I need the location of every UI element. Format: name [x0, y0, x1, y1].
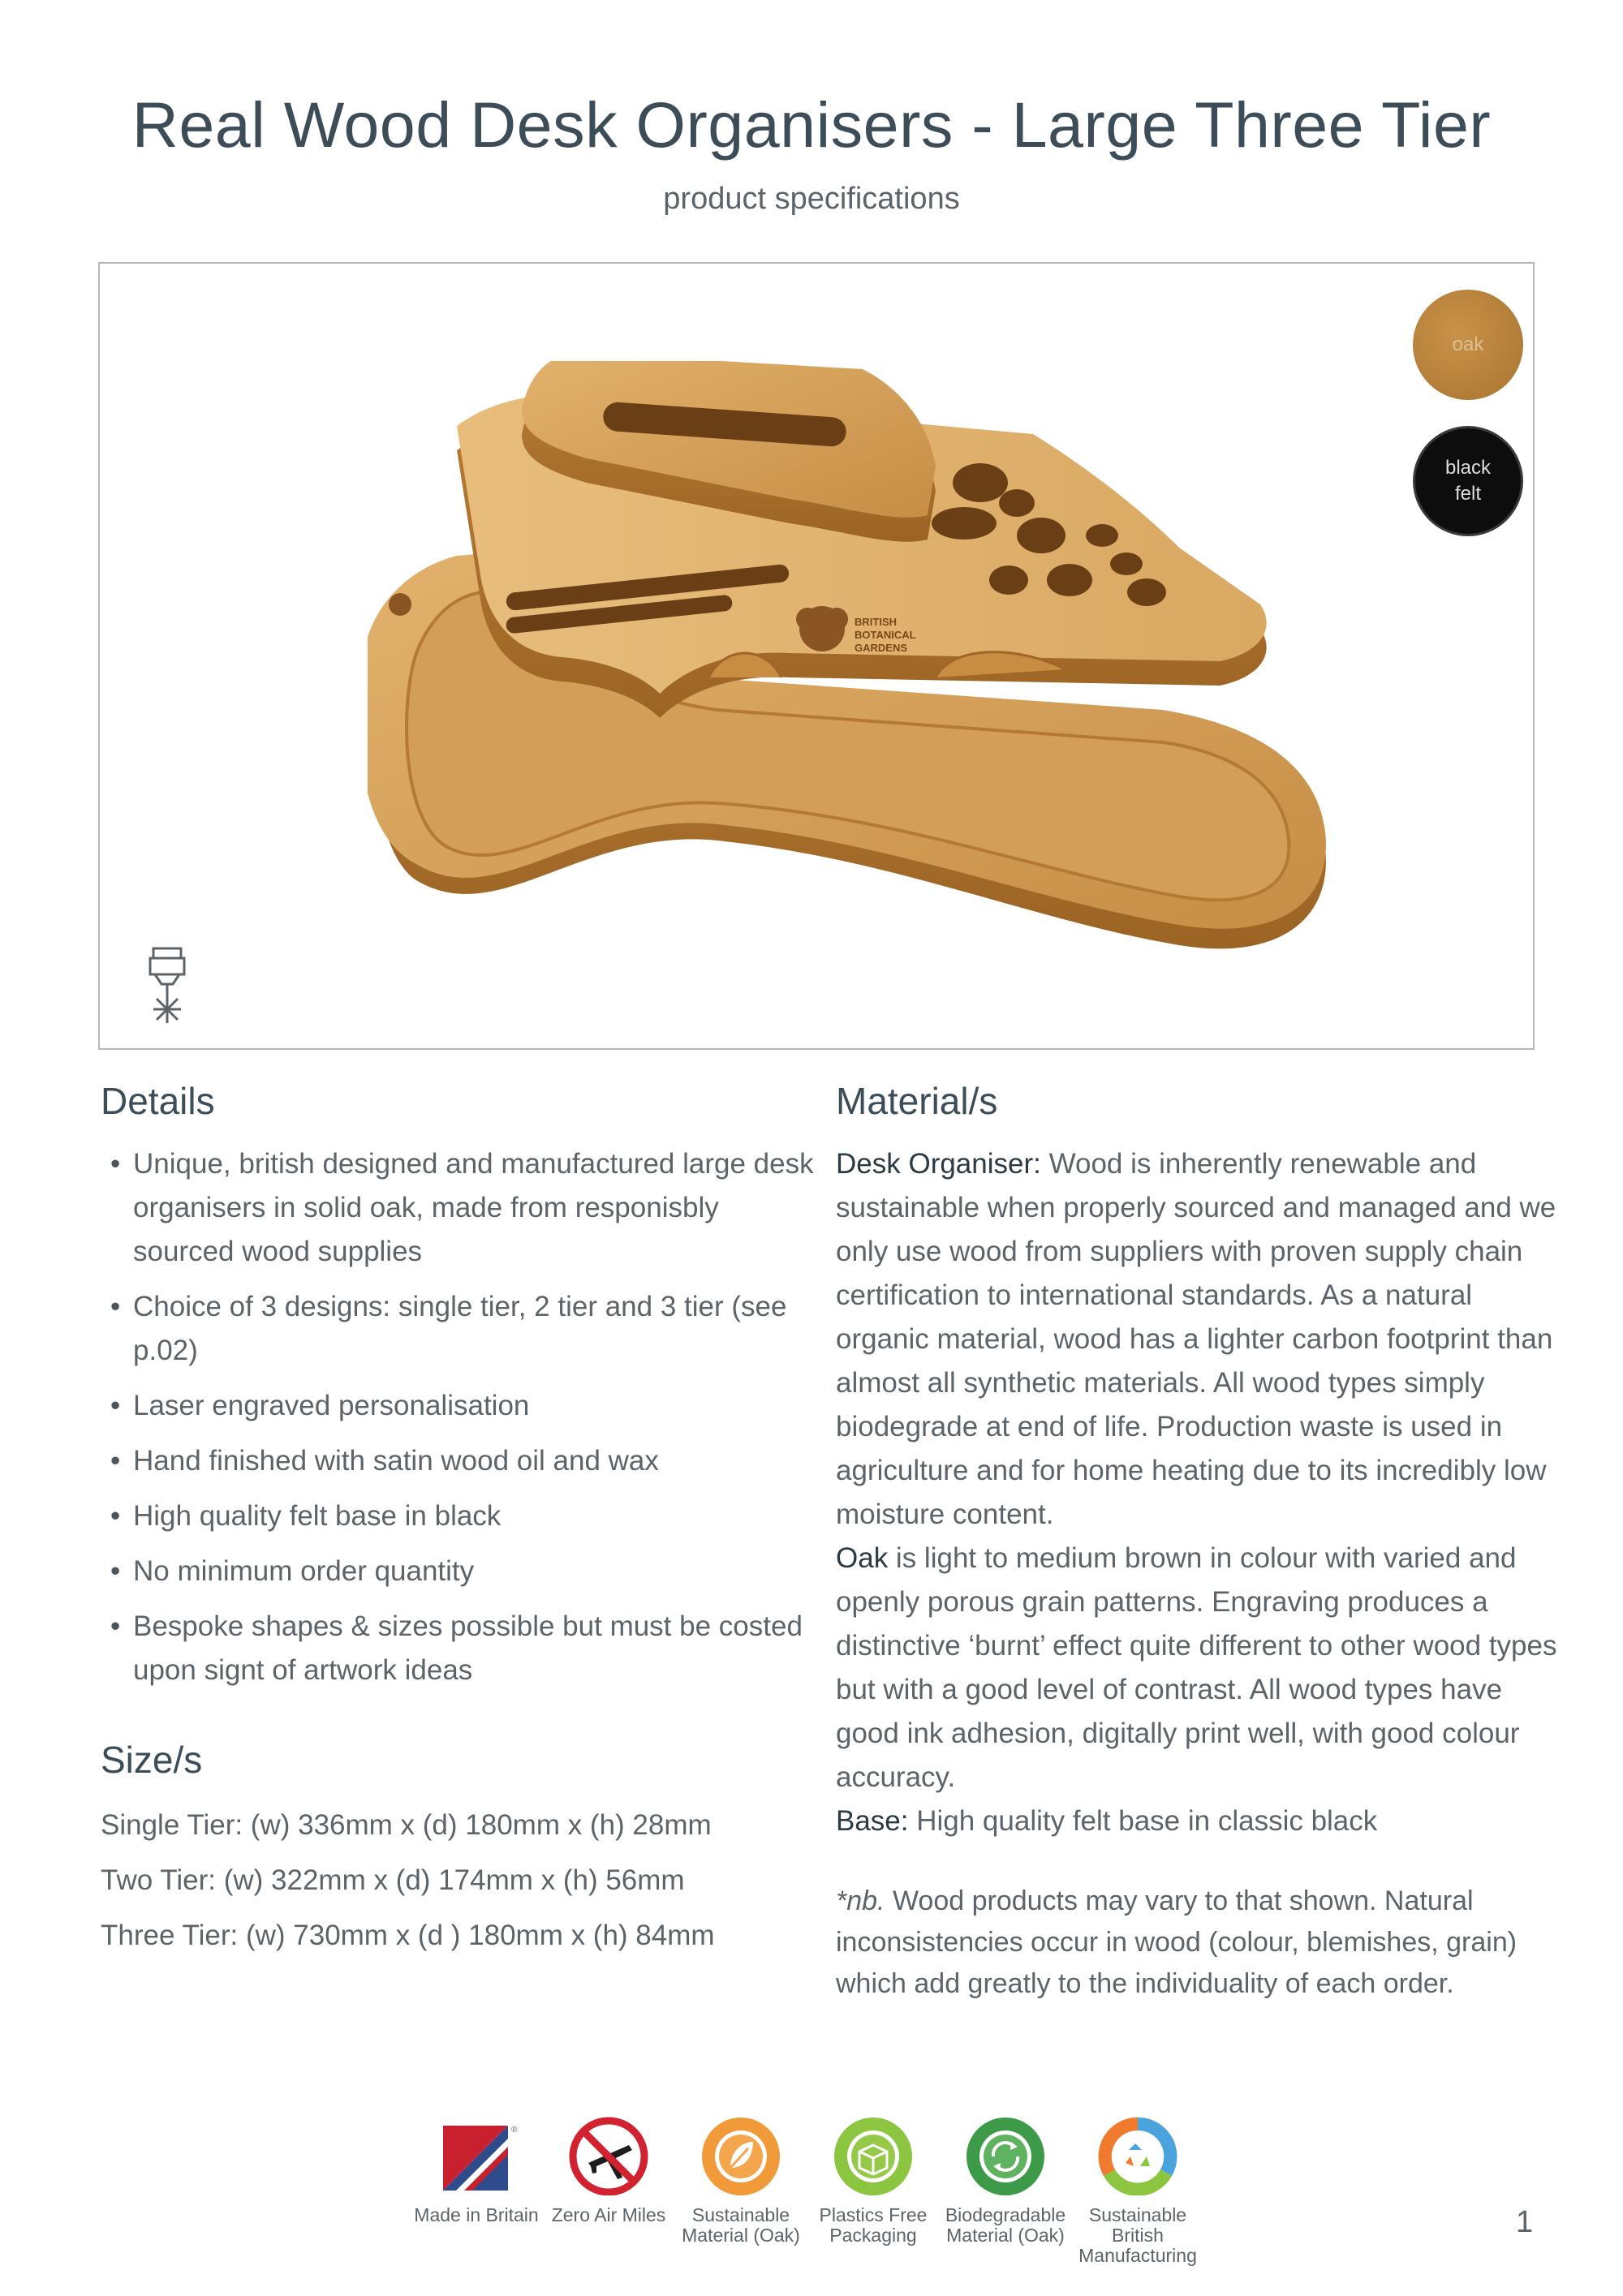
base-label: Base:	[836, 1805, 909, 1837]
badge-biodegradable	[936, 2114, 1074, 2246]
size-three-tier: Three Tier: (w) 730mm x (d ) 180mm x (h) 84mm	[101, 1920, 715, 1951]
badge-plastics-free	[804, 2114, 942, 2246]
details-item: • Choice of 3 designs: single tier, 2 tier and 3 tier (see p.02)	[110, 1285, 816, 1373]
nb-note	[836, 1881, 1550, 2005]
oak-text: is light to medium brown in colour with varied and openly porous grain patterns. Engraving produces a distinctive ‘burnt’ effect quite different to other wood types but with a good level of contrast. All wood types have good ink adhesion, digitally print well, with good colour accuracy.	[836, 1542, 1557, 1793]
badge-label: Plastics Free Packaging	[819, 2204, 928, 2246]
materials-heading: Material/s	[836, 1080, 998, 1122]
page-title: Real Wood Desk Organisers - Large Three Tier	[131, 88, 1492, 161]
badge-label: Sustainable British Manufacturing	[1078, 2204, 1197, 2266]
materials-body	[836, 1142, 1558, 1843]
felt-swatch-label: black felt	[1444, 457, 1492, 505]
desk-organiser-text: Wood is inherently renewable and sustainable when properly sourced and managed and we only use wood from suppliers with proven supply chain certification to international standards. As a natural organic material, wood has a lighter carbon footprint than almost all synthetic materials. All wood types simply biodegrade at end of life. Production waste is used in agriculture and for home heating due to its incredibly low moisture content.	[836, 1148, 1556, 1530]
details-heading: Details	[101, 1080, 215, 1122]
details-item: • Hand finished with satin wood oil and wax	[110, 1439, 816, 1483]
nb-label: *nb.	[836, 1885, 885, 1916]
badge-label: Zero Air Miles	[551, 2204, 666, 2225]
page-number: 1	[1516, 2205, 1534, 2239]
oak-swatch	[1413, 290, 1523, 400]
badge-made-in-britain	[407, 2114, 545, 2225]
details-item: • Unique, british designed and manufactured large desk organisers in solid oak, made from responisbly sourced wood supplies	[110, 1142, 816, 1274]
nb-text: Wood products may vary to that shown. Natural inconsistencies occur in wood (colour, blemishes, grain) which add greatly to the individuality of each order.	[836, 1885, 1518, 1999]
plastics-free-box-icon	[829, 2114, 918, 2195]
details-item: • Bespoke shapes & sizes possible but must be costed upon signt of artwork ideas	[110, 1605, 816, 1692]
oak-paragraph	[836, 1537, 1558, 1799]
laser-engraving-icon	[139, 945, 196, 1026]
badge-label: Biodegradable Material (Oak)	[945, 2204, 1066, 2246]
biodegradable-icon	[961, 2114, 1050, 2195]
badge-sustainable-material	[672, 2114, 810, 2246]
base-text: High quality felt base in classic black	[908, 1805, 1378, 1837]
svg-text:BRITISH: BRITISH	[855, 616, 897, 628]
union-flag-icon	[432, 2114, 521, 2195]
sizes-heading: Size/s	[101, 1739, 203, 1781]
svg-text:GARDENS: GARDENS	[855, 642, 908, 654]
details-item: • Laser engraved personalisation	[110, 1384, 816, 1428]
badge-zero-air-miles	[540, 2114, 678, 2225]
desk-organiser-label: Desk Organiser:	[836, 1148, 1041, 1180]
sustainable-leaf-icon	[696, 2114, 786, 2195]
details-list	[110, 1142, 816, 1704]
product-image-frame	[98, 262, 1535, 1050]
details-item: • No minimum order quantity	[110, 1550, 816, 1593]
svg-text:®: ®	[511, 2126, 518, 2135]
oak-swatch-label: oak	[1452, 333, 1484, 355]
details-item: • High quality felt base in black	[110, 1494, 816, 1538]
base-paragraph	[836, 1799, 1558, 1843]
size-two-tier: Two Tier: (w) 322mm x (d) 174mm x (h) 56mm	[101, 1864, 685, 1896]
oak-label: Oak	[836, 1542, 889, 1574]
no-plane-icon	[564, 2114, 653, 2195]
desk-organiser-photo	[368, 361, 1520, 1026]
badge-british-manufacturing	[1069, 2114, 1207, 2266]
svg-text:BOTANICAL: BOTANICAL	[855, 629, 916, 641]
reduce-reuse-recycle-icon	[1093, 2114, 1182, 2195]
black-felt-swatch	[1413, 426, 1523, 536]
size-single-tier: Single Tier: (w) 336mm x (d) 180mm x (h) 28mm	[101, 1809, 712, 1841]
badge-label: Sustainable Material (Oak)	[682, 2204, 800, 2246]
page-subtitle: product specifications	[663, 182, 960, 216]
badge-label: Made in Britain	[414, 2204, 539, 2225]
desk-organiser-paragraph	[836, 1142, 1558, 1537]
